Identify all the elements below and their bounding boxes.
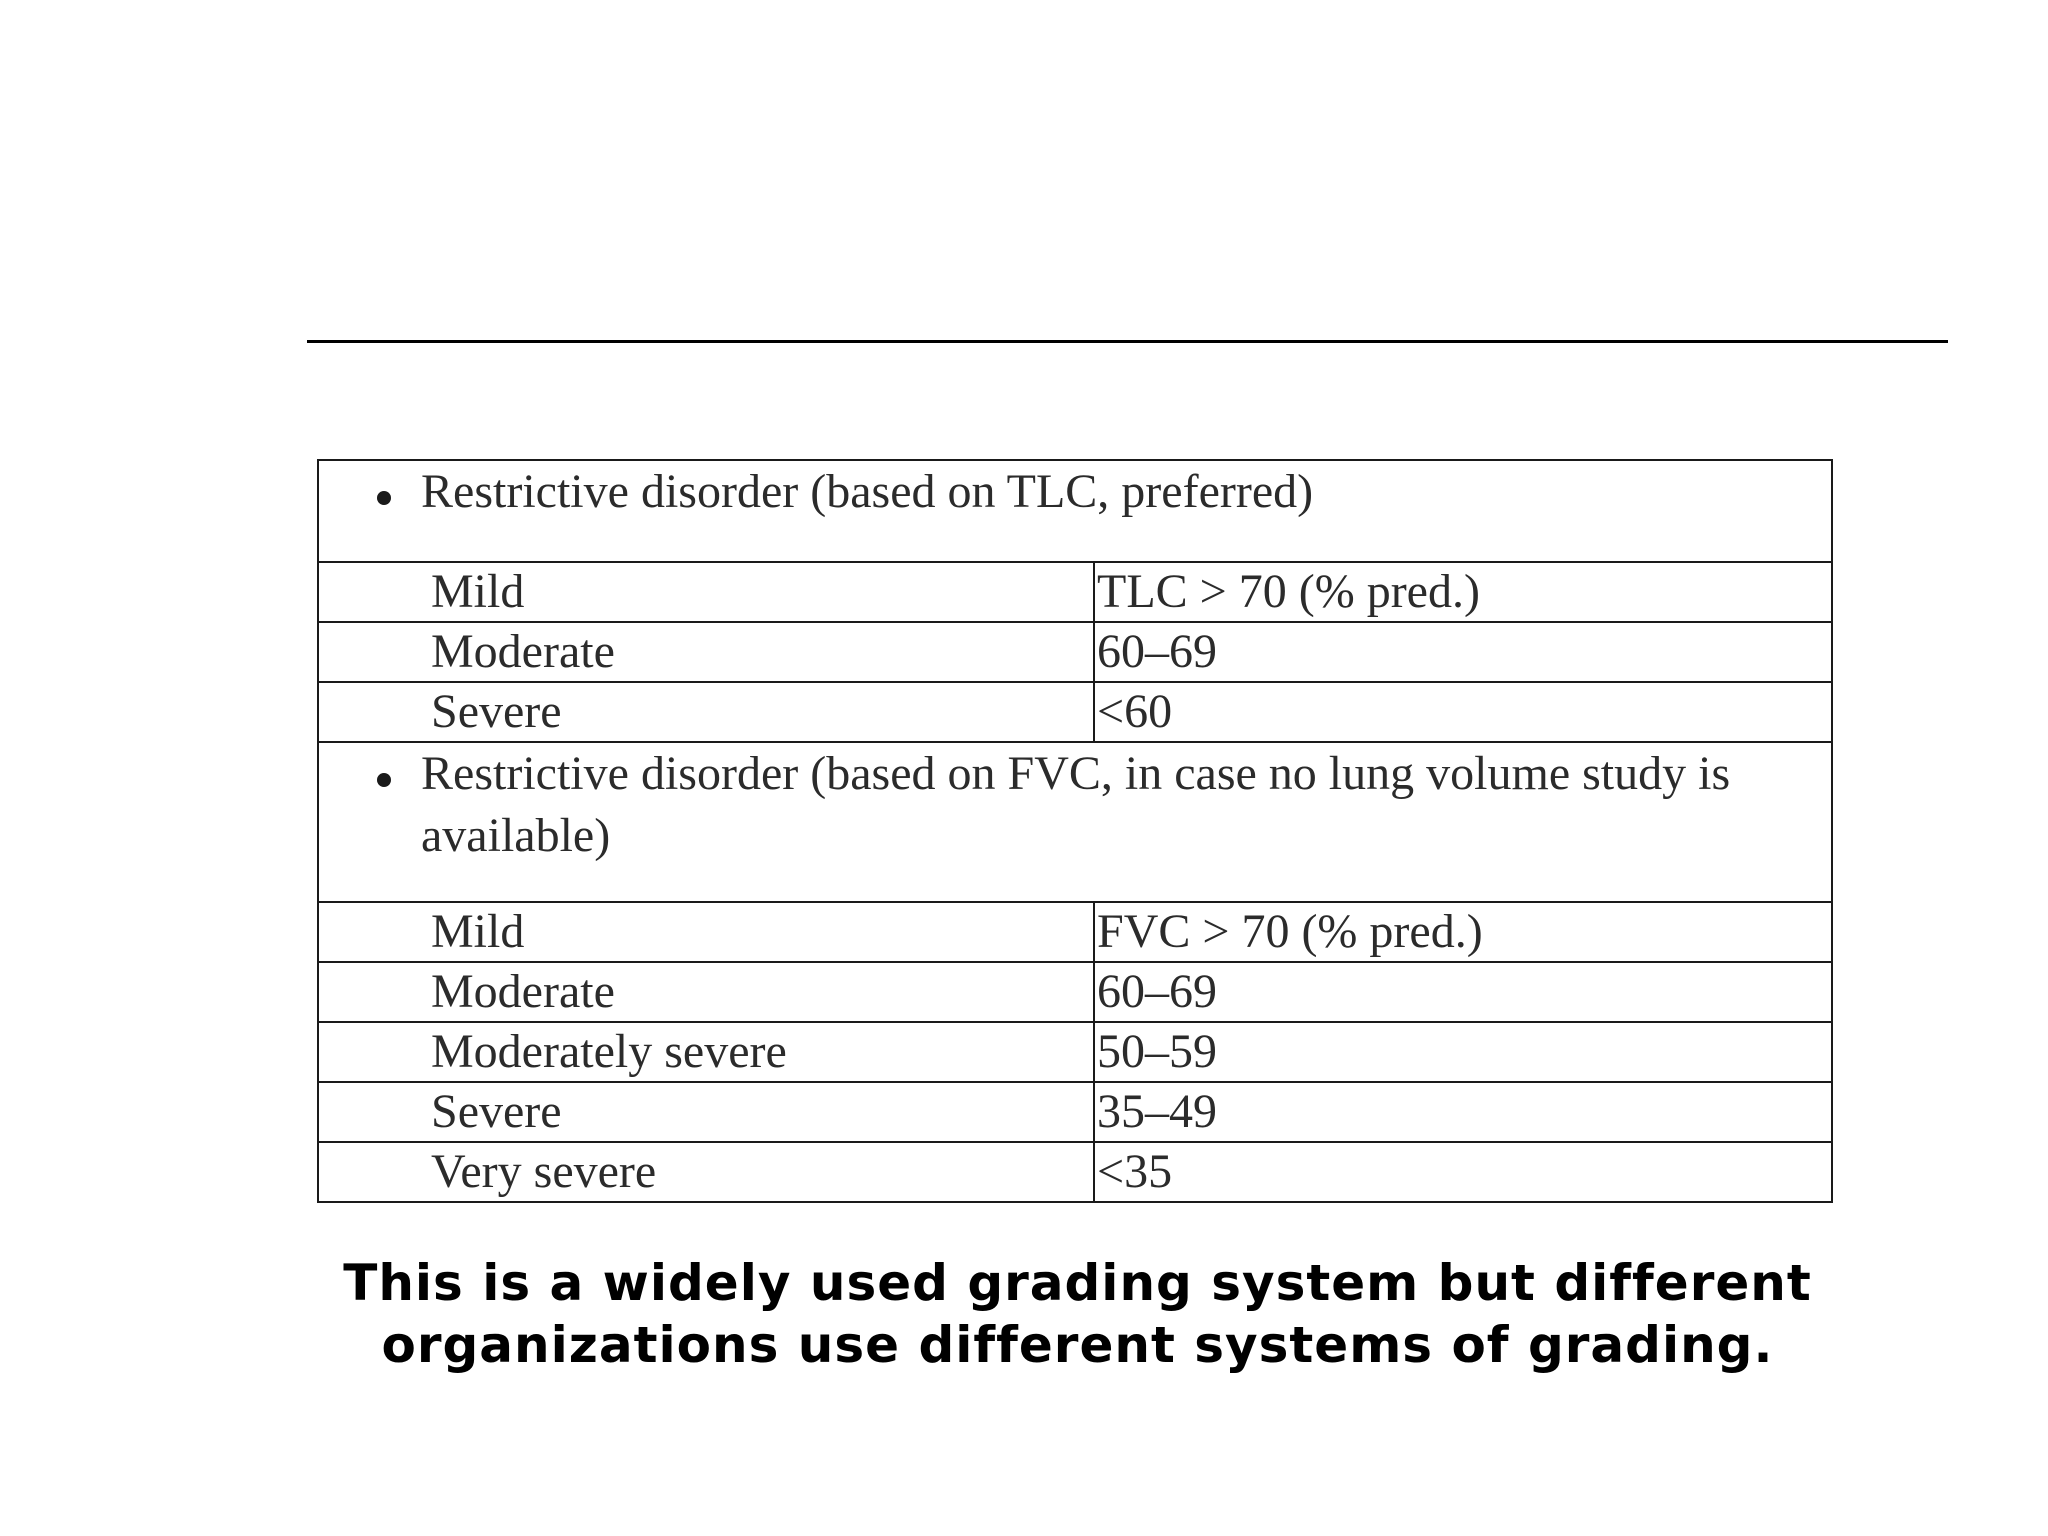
table-row (318, 1082, 1832, 1142)
table-row (318, 622, 1832, 682)
table-row (318, 682, 1832, 742)
section-header-row (318, 460, 1832, 562)
grade-cell: Severe (318, 682, 1094, 742)
section-heading: Restrictive disorder (based on FVC, in case no lung volume study is available) (421, 747, 1731, 862)
grade-cell: Moderate (318, 962, 1094, 1022)
slide-caption (240, 1252, 1915, 1376)
value-cell: <35 (1094, 1142, 1832, 1202)
value-cell: FVC > 70 (% pred.) (1094, 902, 1832, 962)
value-cell: 50–59 (1094, 1022, 1832, 1082)
table-row (318, 1142, 1832, 1202)
table-row (318, 1022, 1832, 1082)
value-cell: 35–49 (1094, 1082, 1832, 1142)
restrictive-disorder-grading-table (317, 459, 1833, 1203)
grade-cell: Severe (318, 1082, 1094, 1142)
value-cell: 60–69 (1094, 622, 1832, 682)
section-header-cell (318, 460, 1832, 562)
grade-cell: Mild (318, 562, 1094, 622)
table-row (318, 962, 1832, 1022)
grade-cell: Mild (318, 902, 1094, 962)
grade-cell: Moderately severe (318, 1022, 1094, 1082)
grade-cell: Very severe (318, 1142, 1094, 1202)
bullet-icon (377, 491, 391, 505)
section-heading: Restrictive disorder (based on TLC, preferred) (421, 465, 1314, 518)
caption-line: This is a widely used grading system but different (343, 1254, 1812, 1312)
table-row (318, 562, 1832, 622)
title-divider (307, 340, 1948, 343)
table-row (318, 902, 1832, 962)
bullet-icon (377, 773, 391, 787)
value-cell: TLC > 70 (% pred.) (1094, 562, 1832, 622)
value-cell: <60 (1094, 682, 1832, 742)
section-header-cell (318, 742, 1832, 902)
grade-cell: Moderate (318, 622, 1094, 682)
caption-line: organizations use different systems of grading. (381, 1316, 1774, 1374)
value-cell: 60–69 (1094, 962, 1832, 1022)
section-header-row (318, 742, 1832, 902)
